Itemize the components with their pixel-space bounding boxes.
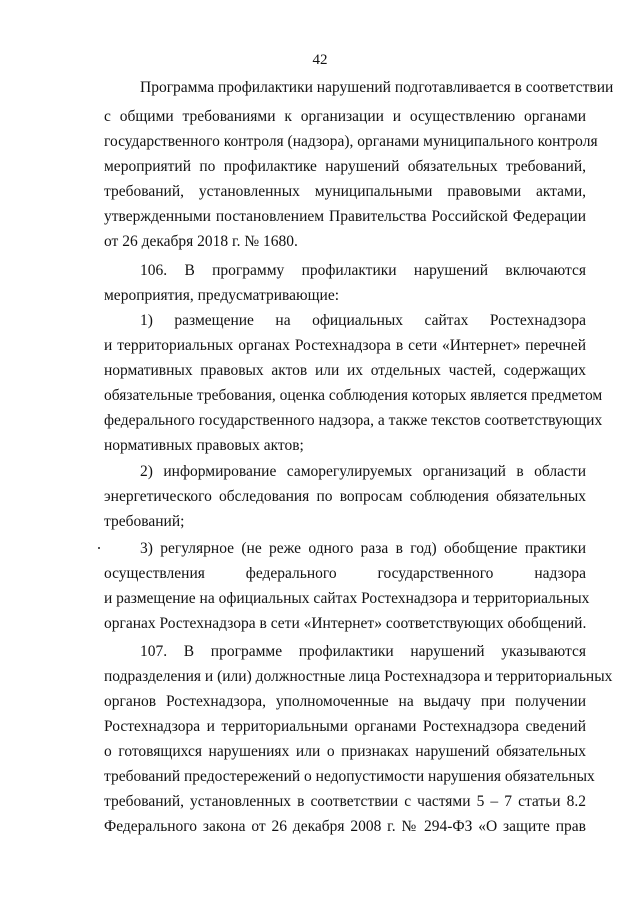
text-line: обязательные требования, оценка соблюдения которых является предметом xyxy=(104,387,603,404)
text-line: о готовящихся нарушениях или о признаках нарушений обязательных xyxy=(104,743,586,760)
text-line: нормативных правовых актов; xyxy=(104,437,304,454)
text-line: Программа профилактики нарушений подготавливается в соответствии xyxy=(140,79,614,96)
text-line: органов Ростехнадзора, уполномоченные на выдачу при получении xyxy=(104,693,586,710)
text-line: осуществления федерального государственного надзора xyxy=(104,565,586,582)
text-line: федерального государственного надзора, а также текстов соответствующих xyxy=(104,412,603,429)
text-line: 107. В программе профилактики нарушений указываются xyxy=(140,643,586,660)
text-line: требований предостережений о недопустимости нарушения обязательных xyxy=(104,768,595,785)
text-line: с общими требованиями к организации и осуществлению органами xyxy=(104,108,586,125)
text-line: требований; xyxy=(104,513,185,530)
text-line: государственного контроля (надзора), органами муниципального контроля xyxy=(104,133,598,150)
text-line: мероприятий по профилактике нарушений обязательных требований, xyxy=(104,158,586,175)
text-line: подразделения и (или) должностные лица Ростехнадзора и территориальных xyxy=(104,668,613,685)
text-line: Федерального закона от 26 декабря 2008 г. № 294-ФЗ «О защите прав xyxy=(104,818,586,835)
text-line: требований, установленных в соответствии с частями 5 – 7 статьи 8.2 xyxy=(104,793,586,810)
scan-speck xyxy=(98,547,100,549)
text-line: 2) информирование саморегулируемых организаций в области xyxy=(140,463,586,480)
text-line: от 26 декабря 2018 г. № 1680. xyxy=(104,233,298,250)
text-line: утвержденными постановлением Правительства Российской Федерации xyxy=(104,208,586,225)
page-number: 42 xyxy=(312,52,328,68)
text-line: и территориальных органах Ростехнадзора в сети «Интернет» перечней xyxy=(104,337,586,354)
text-line: нормативных правовых актов или их отдельных частей, содержащих xyxy=(104,362,586,379)
text-line: требований, установленных муниципальными правовыми актами, xyxy=(104,183,586,200)
text-line: энергетического обследования по вопросам соблюдения обязательных xyxy=(104,488,586,505)
text-line: 106. В программу профилактики нарушений включаются xyxy=(140,262,586,279)
text-line: 1) размещение на официальных сайтах Ростехнадзора xyxy=(140,312,586,329)
text-line: Ростехнадзора и территориальными органами Ростехнадзора сведений xyxy=(104,718,586,735)
text-line: и размещение на официальных сайтах Ростехнадзора и территориальных xyxy=(104,590,590,607)
text-line: мероприятия, предусматривающие: xyxy=(104,287,340,304)
text-line: 3) регулярное (не реже одного раза в год) обобщение практики xyxy=(140,540,586,557)
text-line: органах Ростехнадзора в сети «Интернет» соответствующих обобщений. xyxy=(104,615,587,632)
